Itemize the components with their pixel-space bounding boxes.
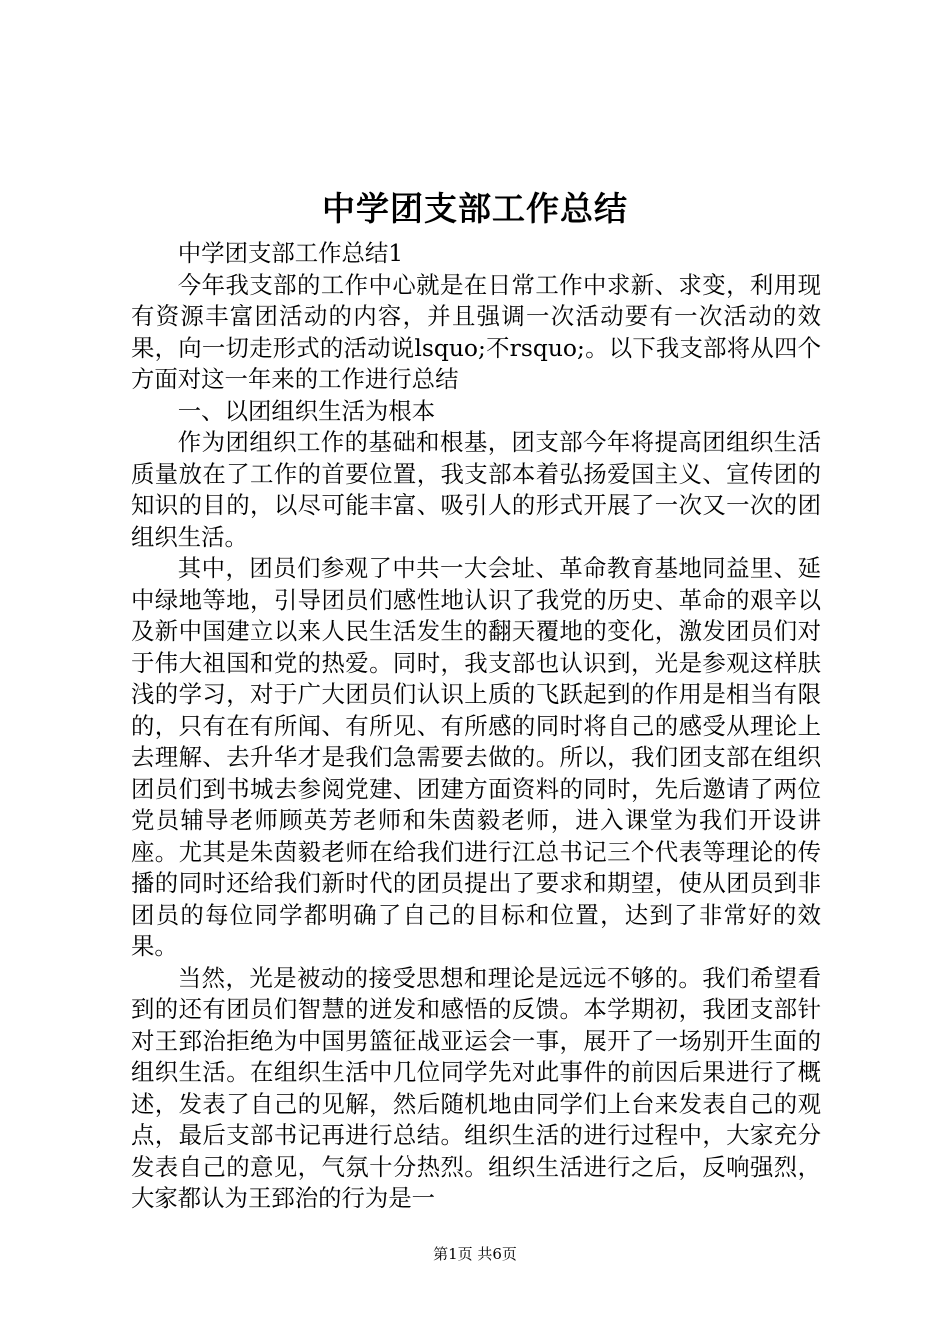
document-body [131, 238, 821, 1215]
paragraph-discussion: 当然，光是被动的接受思想和理论是远远不够的。我们希望看到的还有团员们智慧的迸发和感悟的反馈。本学期初，我团支部针对王郅治拒绝为中国男篮征战亚运会一事，展开了一场别开生面的组织生活。在组织生活中几位同学先对此事件的前因后果进行了概述，发表了自己的见解，然后随机地由同学们上台来发表自己的观点，最后支部书记再进行总结。组织生活的进行过程中，大家充分发表自己的意见，气氛十分热烈。组织生活进行之后，反响强烈，大家都认为王郅治的行为是一 [131, 963, 821, 1212]
paragraph-subtitle: 中学团支部工作总结1 [177, 239, 404, 267]
paragraph-intro: 今年我支部的工作中心就是在日常工作中求新、求变，利用现有资源丰富团活动的内容，并且强调一次活动要有一次活动的效果，向一切走形式的活动说lsquo;不rsquo;。以下我支部将从四个方面对这一年来的工作进行总结 [131, 270, 821, 393]
page-footer: 第1页 共6页 [433, 1245, 517, 1263]
paragraph-section-1: 作为团组织工作的基础和根基，团支部今年将提高团组织生活质量放在了工作的首要位置，我支部本着弘扬爱国主义、宣传团的知识的目的，以尽可能丰富、吸引人的形式开展了一次又一次的团组织生活。 [131, 428, 821, 551]
document-title: 中学团支部工作总结 [322, 189, 628, 228]
paragraph-visits: 其中，团员们参观了中共一大会址、革命教育基地同益里、延中绿地等地，引导团员们感性地认识了我党的历史、革命的艰辛以及新中国建立以来人民生活发生的翻天覆地的变化，激发团员们对于伟大祖国和党的热爱。同时，我支部也认识到，光是参观这样肤浅的学习，对于广大团员们认识上质的飞跃起到的作用是相当有限的，只有在有所闻、有所见、有所感的同时将自己的感受从理论上去理解、去升华才是我们急需要去做的。所以，我们团支部在组织团员们到书城去参阅党建、团建方面资料的同时，先后邀请了两位党员辅导老师顾英芳老师和朱茵毅老师，进入课堂为我们开设讲座。尤其是朱茵毅老师在给我们进行江总书记三个代表等理论的传播的同时还给我们新时代的团员提出了要求和期望，使从团员到非团员的每位同学都明确了自己的目标和位置，达到了非常好的效果。 [131, 554, 821, 960]
section-heading-1: 一、以团组织生活为根本 [177, 396, 436, 425]
